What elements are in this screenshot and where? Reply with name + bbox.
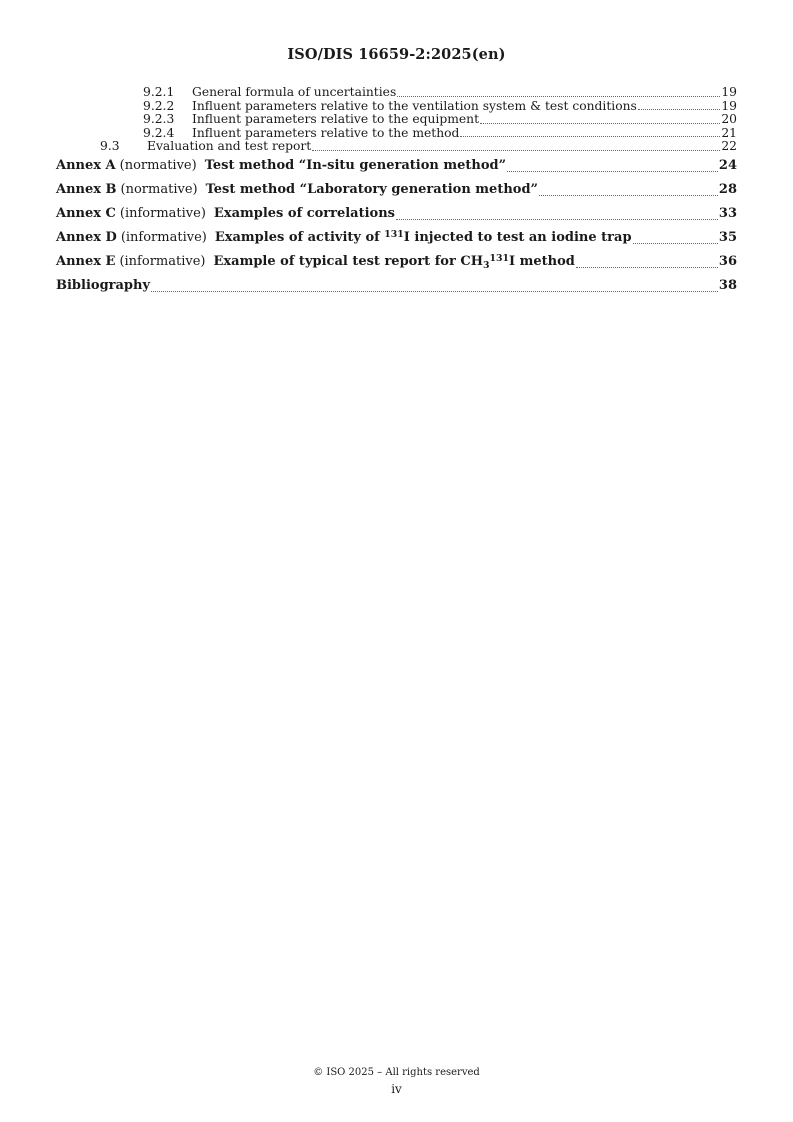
toc-entry[interactable] <box>56 113 737 127</box>
toc-entry-page: 20 <box>721 112 737 126</box>
page-footer <box>0 1066 793 1096</box>
toc-entry-number: 9.2.4 <box>143 125 175 140</box>
toc-entry-page: 21 <box>721 125 737 140</box>
annex-label: Annex A <box>56 157 116 173</box>
toc-entry-number: 9.2.2 <box>143 98 175 113</box>
annex-kind: (informative) <box>120 229 207 245</box>
annex-title <box>215 226 632 250</box>
toc-annex-e[interactable] <box>56 250 737 274</box>
isotope-superscript: 131 <box>489 252 510 264</box>
toc-leader-dots <box>312 149 720 151</box>
toc-leader-dots <box>539 194 718 196</box>
toc-leader-dots <box>576 266 718 268</box>
toc-leader-dots <box>507 170 718 172</box>
annex-title-text: Examples of activity of <box>214 229 385 245</box>
annex-label: Annex B <box>56 181 117 197</box>
isotope-superscript: 131 <box>384 228 404 240</box>
toc-entry-page: 22 <box>721 139 737 153</box>
toc-leader-dots <box>460 135 720 137</box>
page-number: iv <box>391 1082 402 1096</box>
toc-leader-dots <box>480 122 720 124</box>
annex-label: Annex D <box>56 229 117 245</box>
toc-entry-page: 19 <box>721 85 737 99</box>
toc-leader-dots <box>633 242 718 244</box>
toc-leader-dots <box>638 108 721 110</box>
toc-entry[interactable] <box>56 86 737 100</box>
annex-title <box>213 250 574 274</box>
toc-annex-a[interactable] <box>56 154 737 178</box>
toc-entry-title: Influent parameters relative to the ventilation system & test conditions <box>192 98 637 113</box>
toc-entry-number: 9.3 <box>100 139 120 153</box>
annex-title-text: Example of typical test report for CH <box>213 253 483 269</box>
toc-annex-b[interactable] <box>56 178 737 202</box>
toc-entry-title: Evaluation and test report <box>147 139 312 153</box>
annex-title-text: I injected to test an iodine trap <box>403 229 632 245</box>
toc-entry-title: Influent parameters relative to the equipment <box>192 112 480 126</box>
toc-entry-title: General formula of uncertainties <box>192 85 397 99</box>
bibliography-title: Bibliography <box>56 277 151 293</box>
bibliography-page: 38 <box>718 277 737 293</box>
toc-entry-number: 9.2.3 <box>143 112 175 126</box>
toc-annex-d[interactable] <box>56 226 737 250</box>
table-of-contents <box>56 86 737 298</box>
toc-leader-dots <box>397 95 720 97</box>
annex-page: 36 <box>718 253 737 269</box>
document-header: ISO/DIS 16659-2:2025(en) <box>287 46 506 63</box>
toc-entry-number: 9.2.1 <box>143 85 175 99</box>
toc-entry-title: Influent parameters relative to the method <box>192 125 460 140</box>
toc-entry[interactable] <box>56 127 737 141</box>
formula-subscript: 3 <box>482 259 490 271</box>
annex-page: 24 <box>718 157 737 173</box>
annex-label: Annex C <box>56 205 116 221</box>
annex-title: Examples of correlations <box>213 205 395 221</box>
annex-label: Annex E <box>56 253 116 269</box>
annex-kind: (informative) <box>119 253 206 269</box>
toc-leader-dots <box>151 290 718 292</box>
annex-page: 33 <box>718 205 737 221</box>
annex-kind: (informative) <box>119 205 206 221</box>
toc-entry[interactable] <box>56 100 737 114</box>
annex-title-text: I method <box>509 253 575 269</box>
annex-title: Test method “Laboratory generation method” <box>205 181 539 197</box>
toc-bibliography[interactable] <box>56 274 737 298</box>
annex-page: 35 <box>718 229 737 245</box>
toc-annex-c[interactable] <box>56 202 737 226</box>
annex-kind: (normative) <box>120 181 198 197</box>
copyright-notice: © ISO 2025 – All rights reserved <box>313 1067 480 1078</box>
annex-page: 28 <box>718 181 737 197</box>
annex-title: Test method “In-situ generation method” <box>204 157 507 173</box>
toc-entry[interactable] <box>56 140 737 154</box>
toc-entry-page: 19 <box>721 98 737 113</box>
annex-kind: (normative) <box>119 157 197 173</box>
toc-leader-dots <box>396 218 718 220</box>
